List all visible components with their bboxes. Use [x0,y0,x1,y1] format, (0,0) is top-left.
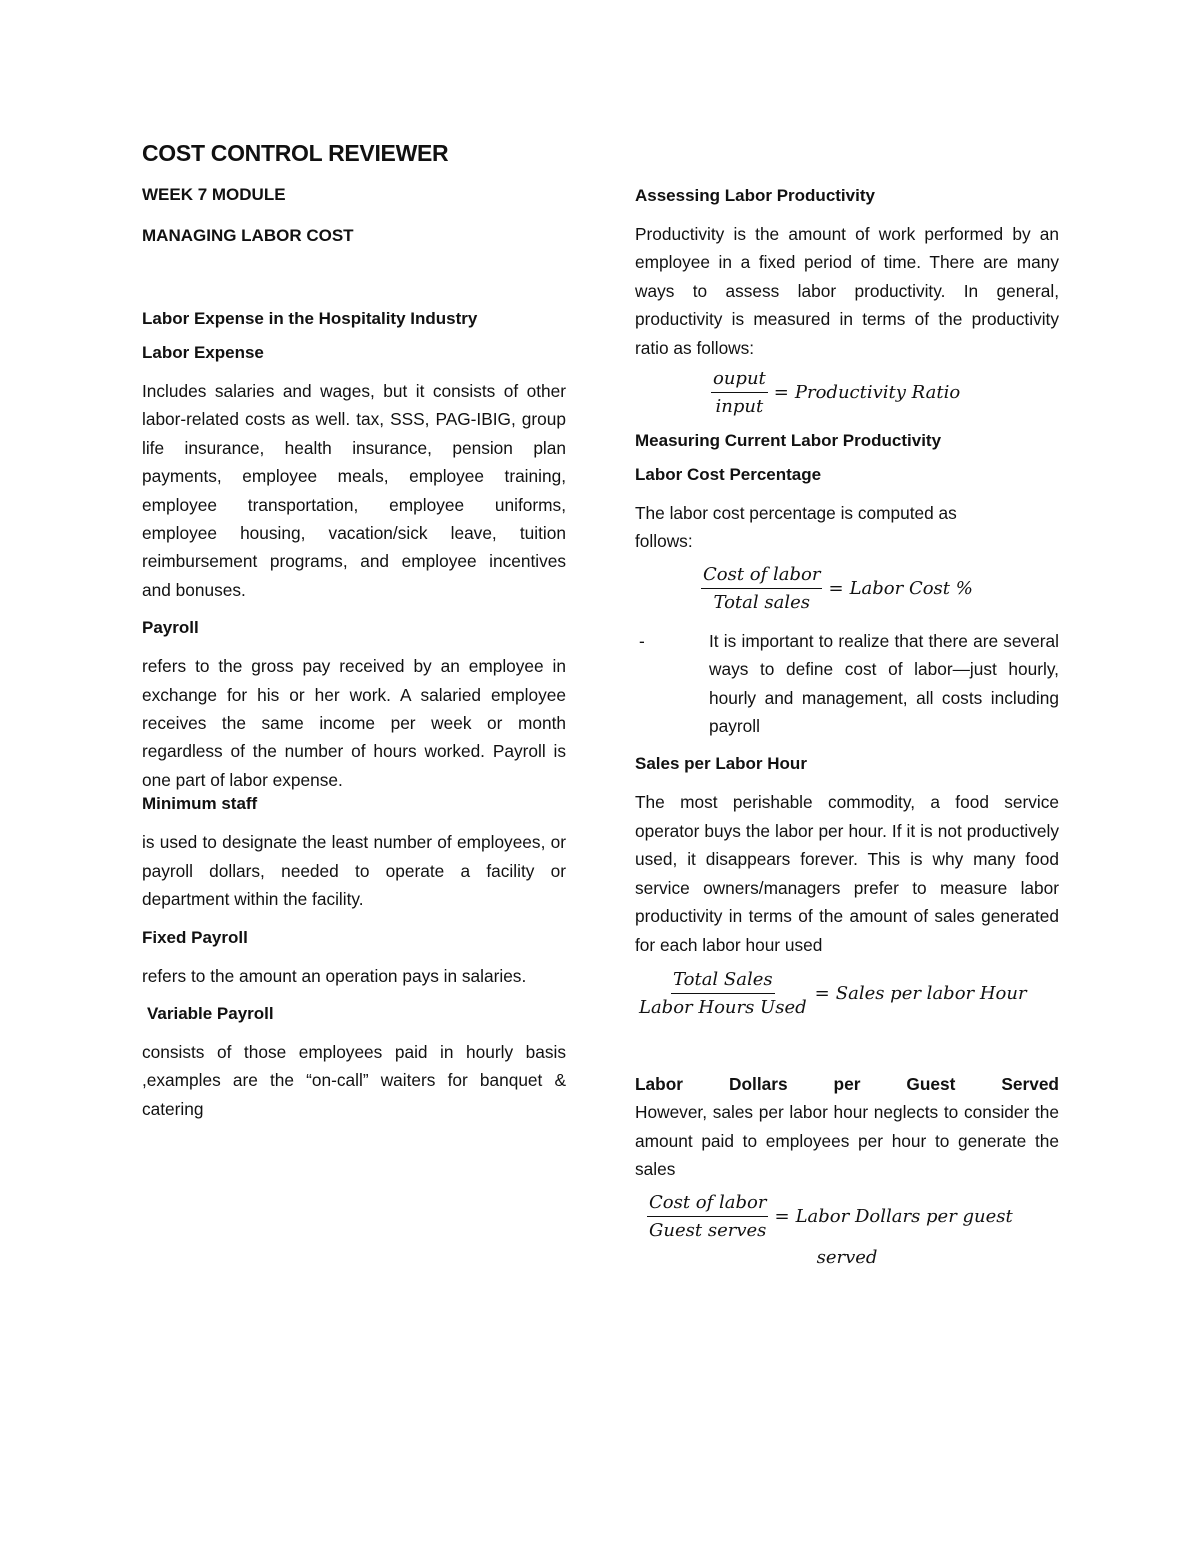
equals-sign: = [774,1205,790,1227]
topic-label: MANAGING LABOR COST [142,226,354,245]
numerator: Total Sales [671,969,775,994]
bullet-dash: - [639,630,645,651]
heading-fixed-payroll: Fixed Payroll [142,927,248,947]
fraction [637,969,809,1018]
formula-sales-per-hour [637,969,1059,1018]
formula-labor-dollars-per-guest [647,1192,1059,1241]
formula-result: Productivity Ratio [794,382,961,404]
equals-sign: = [828,577,844,599]
right-column [635,186,1059,1268]
heading-minimum-staff: Minimum staff [142,794,258,814]
bullet-item [635,627,1059,741]
labor-dollars-paragraph [635,1070,1059,1184]
bullet-text: It is important to realize that there are several ways to define cost of labor—just hourly, hourly and management, all costs including payroll [709,630,1059,737]
denominator: Total sales [713,591,810,613]
heading-labor-dollars-per-guest: Labor Dollars per Guest Served [635,1073,1059,1094]
left-column [142,140,566,1137]
heading-assessing-productivity: Assessing Labor Productivity [635,186,875,205]
formula-result: Labor Dollars per guest [795,1205,1013,1227]
heading-labor-expense: Labor Expense [142,343,264,362]
section-heading-labor-expense-industry: Labor Expense in the Hospitality Industry [142,309,478,328]
denominator: Labor Hours Used [639,996,807,1018]
text-assessing-productivity: Productivity is the amount of work performed by an employee in a fixed period of time. There are many ways to assess labor productivity. In general, productivity is measured in terms of the productivity ratio as follows: [635,224,1059,358]
heading-variable-payroll: Variable Payroll [147,1003,274,1023]
text-variable-payroll: consists of those employees paid in hourly basis ,examples are the “on-call” waiters for banquet & catering [142,1041,566,1119]
heading-sales-per-labor-hour: Sales per Labor Hour [635,754,807,774]
text-payroll: refers to the gross pay received by an employee in exchange for his or her work. A salaried employee receives the same income per week or month regardless of the number of hours worked. Payroll is one part of labor expense. [142,656,566,790]
week-label: WEEK 7 MODULE [142,185,286,204]
text-sales-per-labor-hour: The most perishable commodity, a food service operator buys the labor per hour. If it is not productively used, it disappears forever. This is why many food service owners/managers prefer to measure labor productivity in terms of the amount of sales generated for each labor hour used [635,792,1059,955]
fraction [711,368,768,417]
numerator: Cost of labor [647,1192,768,1217]
formula-productivity-ratio [711,368,1059,417]
text-labor-expense: Includes salaries and wages, but it consists of other labor-related costs as well. tax, SSS, PAG-IBIG, group life insurance, health insurance, pension plan payments, employee meals, employee training, employee transportation, employee uniforms, employee housing, vacation/sick leave, tuition reimbursement programs, and employee incentives and bonuses. [142,381,566,600]
text-minimum-staff: is used to designate the least number of employees, or payroll dollars, needed to operate a facility or department within the facility. [142,832,566,910]
text-fixed-payroll: refers to the amount an operation pays in salaries. [142,965,527,986]
formula-labor-cost [701,564,1059,613]
document-title: COST CONTROL REVIEWER [142,140,449,166]
numerator: ouput [711,368,768,393]
denominator: Guest serves [649,1219,767,1241]
fraction [647,1192,768,1241]
equals-sign: = [773,382,789,404]
heading-labor-cost-percentage: Labor Cost Percentage [635,465,822,485]
formula-result: Labor Cost % [849,577,973,599]
heading-payroll: Payroll [142,618,199,638]
formula-continuation: served [816,1246,878,1268]
heading-measuring-current: Measuring Current Labor Productivity [635,431,942,451]
numerator: Cost of labor [701,564,822,589]
equals-sign: = [814,982,830,1004]
denominator: input [715,396,764,418]
text-labor-cost-percentage: The labor cost percentage is computed as follows: [635,503,957,552]
text-labor-dollars-per-guest: However, sales per labor hour neglects to consider the amount paid to employees per hour to generate the sales [635,1102,1059,1180]
fraction [701,564,822,613]
formula-result: Sales per labor Hour [835,982,1027,1004]
